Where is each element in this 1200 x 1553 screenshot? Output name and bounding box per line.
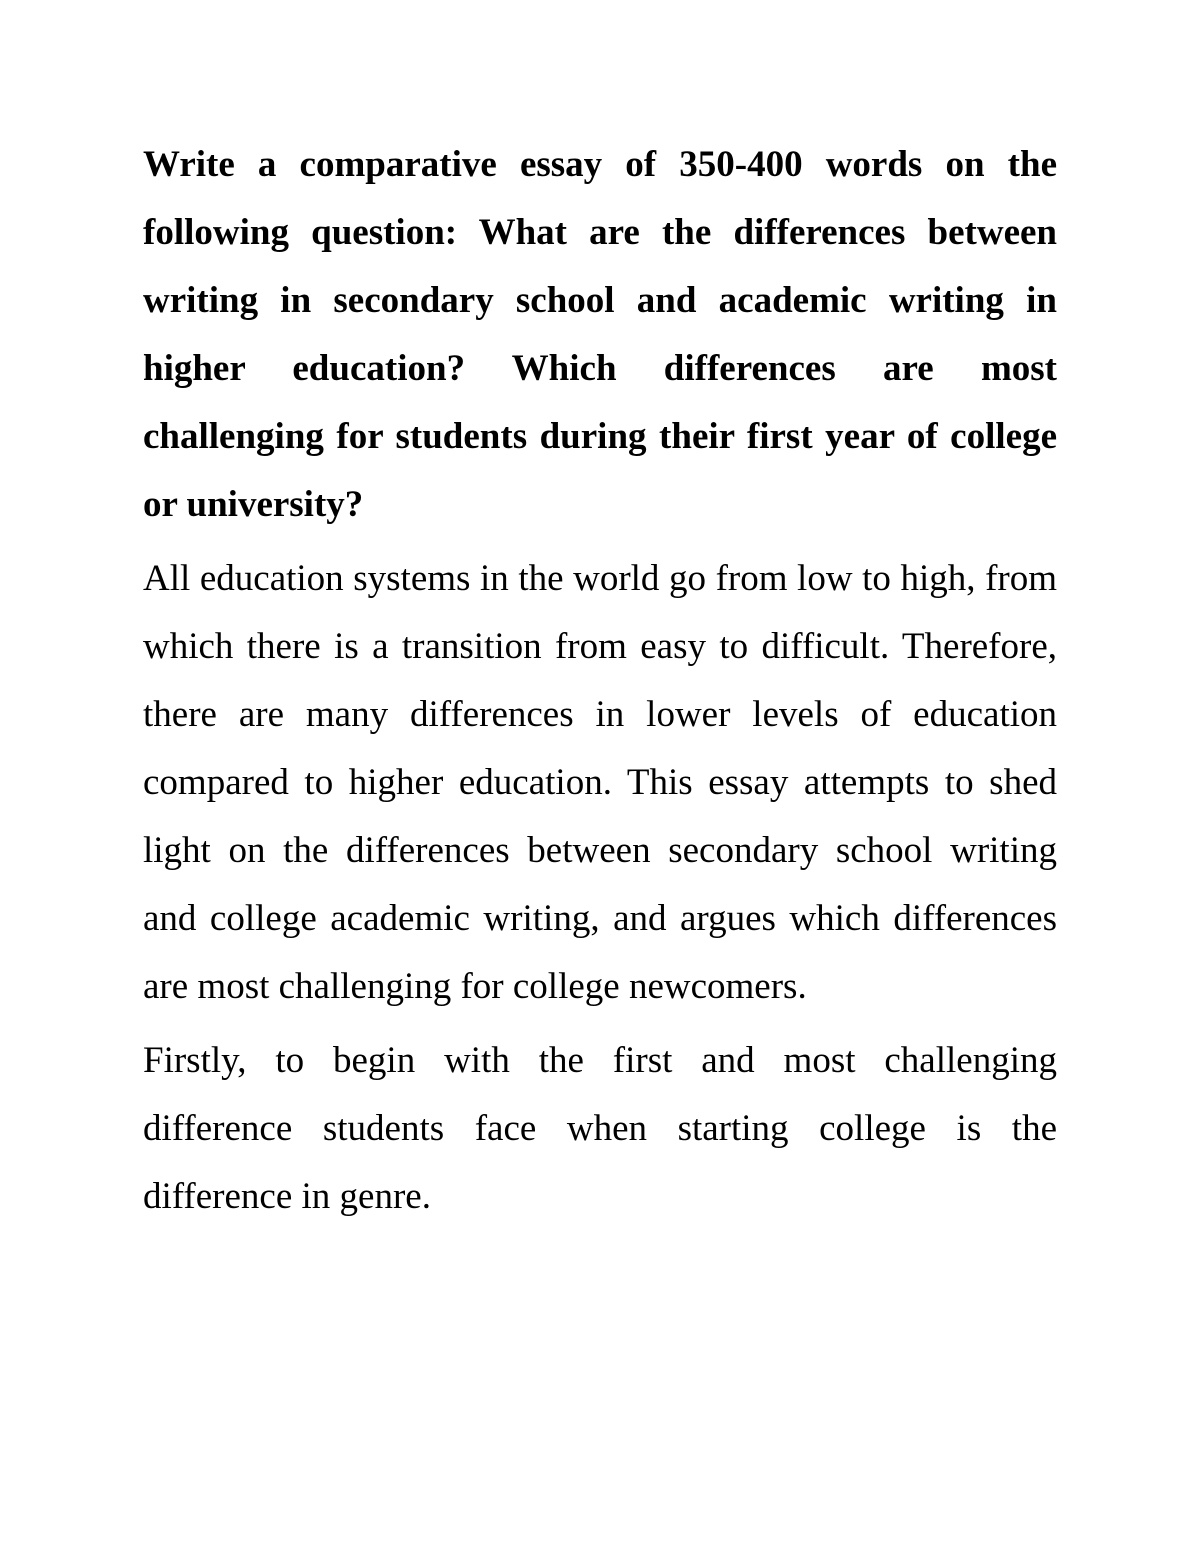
document-body [143, 131, 1057, 1237]
essay-prompt: Write a comparative essay of 350-400 words on the following question: What are the differences between writing in secondary school and academic writing in higher education? Which differences are most challenging for students during their first year of college or university? [143, 144, 1057, 525]
introduction-paragraph: All education systems in the world go from low to high, from which there is a transition from easy to difficult. Therefore, there are many differences in lower levels of education compared to higher education. This essay attempts to shed light on the differences between secondary school writing and college academic writing, and argues which differences are most challenging for college newcomers. [143, 558, 1057, 1007]
first-body-paragraph: Firstly, to begin with the first and most challenging difference students face when starting college is the difference in genre. [143, 1040, 1057, 1217]
